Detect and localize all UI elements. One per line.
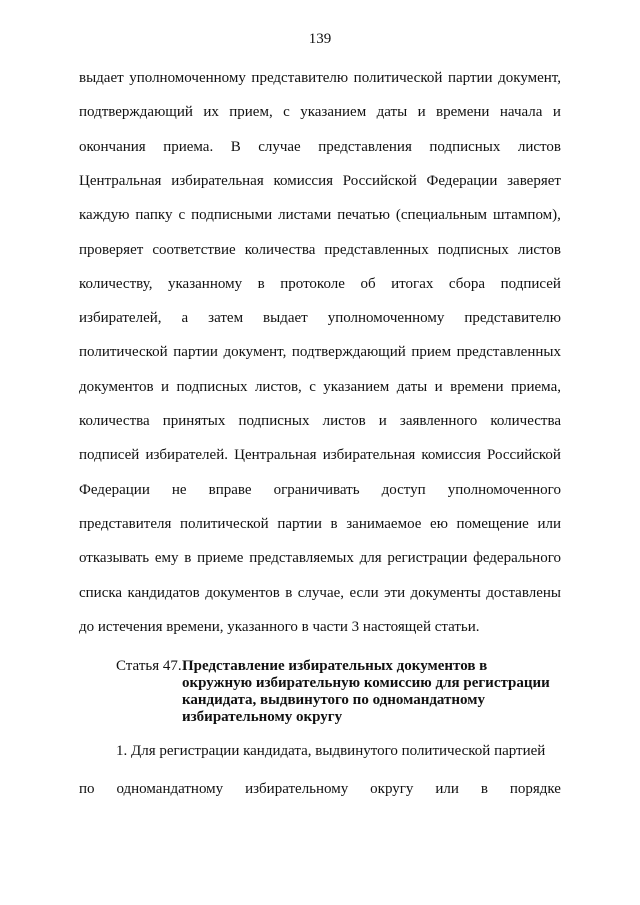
word: и: [161, 378, 170, 395]
word: времени: [450, 378, 504, 395]
word: протоколе: [280, 275, 345, 292]
word: или: [435, 781, 459, 797]
word: представленных: [456, 344, 561, 361]
word: уполномоченному: [129, 70, 246, 86]
word: занимаемое: [346, 515, 422, 532]
word: случае: [258, 138, 301, 155]
word: листами: [278, 207, 332, 224]
word: ею: [430, 515, 448, 532]
word: представляемых: [249, 550, 354, 567]
word: указанием: [300, 104, 367, 121]
word: кандидатов: [127, 584, 200, 601]
word: заявленного: [399, 413, 478, 429]
word: об: [360, 275, 376, 292]
word: итогах: [391, 275, 434, 292]
word: и: [378, 413, 387, 429]
word: политической: [79, 344, 168, 361]
word: подписей: [500, 275, 561, 292]
word: подписей: [79, 447, 140, 464]
word: документов: [79, 378, 154, 395]
article-title-line: Представление избирательных документов в: [182, 658, 488, 674]
word: штампом),: [492, 207, 561, 224]
word: и: [552, 104, 561, 121]
word: даты: [376, 104, 408, 121]
word: начала: [499, 104, 543, 121]
text-line: [79, 137, 561, 157]
word: избирательная: [322, 447, 416, 464]
word: избирателей,: [79, 310, 162, 327]
word: в: [480, 781, 488, 797]
word: Центральная: [234, 447, 317, 464]
word: а: [181, 310, 189, 327]
word: комиссия: [273, 172, 334, 189]
word: в: [184, 550, 192, 567]
word: приема,: [510, 378, 561, 395]
word: приема.: [163, 138, 214, 155]
word: Центральная: [79, 172, 162, 189]
word: листов: [517, 138, 561, 155]
word: помещение: [456, 515, 529, 532]
word: округу: [370, 781, 414, 797]
text-line: [79, 779, 561, 799]
text-line: [79, 514, 561, 534]
word: заверяет: [507, 172, 561, 189]
word: порядке: [509, 781, 561, 797]
word: Федерации: [426, 172, 498, 189]
word: представления: [318, 138, 412, 155]
word: подписных: [429, 138, 501, 155]
word: с: [178, 207, 186, 224]
word: уполномоченного: [447, 481, 561, 498]
word: и: [417, 104, 426, 121]
word: листов: [322, 413, 366, 429]
word: политической: [353, 70, 443, 86]
word: для: [359, 550, 382, 567]
text-line: [79, 205, 561, 225]
article-title-line: кандидата, выдвинутого по одномандатному: [182, 692, 485, 708]
text-line: [79, 308, 561, 328]
word: и: [434, 378, 443, 395]
article-label: Статья 47.: [116, 658, 182, 674]
word: документов: [205, 584, 280, 601]
word: случае,: [297, 584, 345, 601]
text-line: [79, 445, 561, 465]
word: по: [79, 781, 95, 797]
word: комиссия: [421, 447, 481, 464]
word: подтверждающий: [291, 344, 406, 361]
word: списка: [79, 584, 123, 601]
word: количества: [490, 413, 561, 429]
word: выдает: [79, 70, 124, 86]
word: политической: [180, 515, 269, 532]
word: количества: [244, 241, 316, 258]
word: партии: [173, 344, 218, 361]
word: Федерации: [79, 481, 150, 498]
word: выдает: [263, 310, 308, 327]
word: приеме: [197, 550, 244, 567]
word: сбора: [448, 275, 486, 292]
word: документ,: [498, 70, 561, 86]
word: отказывать: [79, 550, 150, 567]
word: Российской: [487, 447, 561, 464]
word: подтверждающий: [79, 104, 193, 121]
text-line: [79, 480, 561, 500]
word: одномандатному: [116, 781, 224, 797]
word: ограничивать: [273, 481, 360, 498]
word: каждую: [79, 207, 130, 224]
word: документы: [410, 584, 481, 601]
word: подписных: [176, 378, 248, 395]
word: не: [171, 481, 187, 498]
word: доставлены: [486, 584, 561, 601]
word: затем: [208, 310, 244, 327]
text-line: [79, 377, 561, 397]
word: проверяет: [79, 241, 144, 258]
word: или: [537, 515, 561, 532]
word: доступ: [381, 481, 426, 498]
word: избирательная: [171, 172, 264, 189]
word: представителю: [251, 70, 349, 86]
word: уполномоченному: [327, 310, 445, 327]
word: представителю: [464, 310, 561, 327]
text-line: [79, 548, 561, 568]
article-title-line: окружную избирательную комиссию для регистрации: [182, 675, 550, 691]
word: с: [309, 378, 316, 395]
word: соответствие: [152, 241, 236, 258]
word: указанному: [168, 275, 243, 292]
word: в: [285, 584, 293, 601]
word: времени: [436, 104, 490, 121]
word: количеству,: [79, 275, 153, 292]
word: документ,: [223, 344, 287, 361]
word: вправе: [208, 481, 252, 498]
text-line: [79, 583, 561, 603]
word: подписных: [437, 241, 509, 258]
text-line: [79, 102, 561, 122]
word: с: [283, 104, 290, 121]
text-line: [79, 240, 561, 260]
word: даты: [396, 378, 428, 395]
word: избирателей.: [145, 447, 228, 464]
word: в: [257, 275, 265, 292]
word: избирательному: [245, 781, 349, 797]
word: федерального: [473, 550, 561, 567]
article-title-line: избирательному округу: [182, 709, 343, 725]
word: папку: [135, 207, 173, 224]
article-title: [182, 658, 582, 726]
text-line: до истечения времени, указанного в части 3 настоящей статьи.: [79, 618, 480, 635]
text-line: [79, 274, 561, 294]
word: подписными: [191, 207, 273, 224]
word: В: [230, 138, 241, 155]
word: если: [349, 584, 379, 601]
text-line: [79, 411, 561, 431]
word: в: [330, 515, 338, 532]
word: количества: [79, 413, 150, 429]
word: подписных: [238, 413, 310, 429]
page-number: 139: [308, 31, 332, 47]
word: Российской: [342, 172, 417, 189]
word: окончания: [79, 138, 146, 155]
word: представленных: [324, 241, 429, 258]
word: партии: [277, 515, 322, 532]
word: прием: [411, 344, 452, 361]
text-line: [79, 68, 561, 88]
word: листов,: [254, 378, 302, 395]
word: их: [203, 104, 219, 121]
word: указанием: [323, 378, 390, 395]
word: листов: [517, 241, 561, 258]
word: регистрации: [387, 550, 468, 567]
word: эти: [384, 584, 406, 601]
word: ему: [154, 550, 179, 567]
word: представителя: [79, 515, 172, 532]
word: принятых: [162, 413, 226, 429]
word: партии: [447, 70, 493, 86]
word: прием,: [229, 104, 273, 121]
text-line: [79, 342, 561, 362]
text-line: [79, 171, 561, 191]
word: печатью: [337, 207, 390, 224]
text-line: 1. Для регистрации кандидата, выдвинутого политической партией: [116, 743, 546, 759]
word: (специальным: [395, 207, 488, 224]
